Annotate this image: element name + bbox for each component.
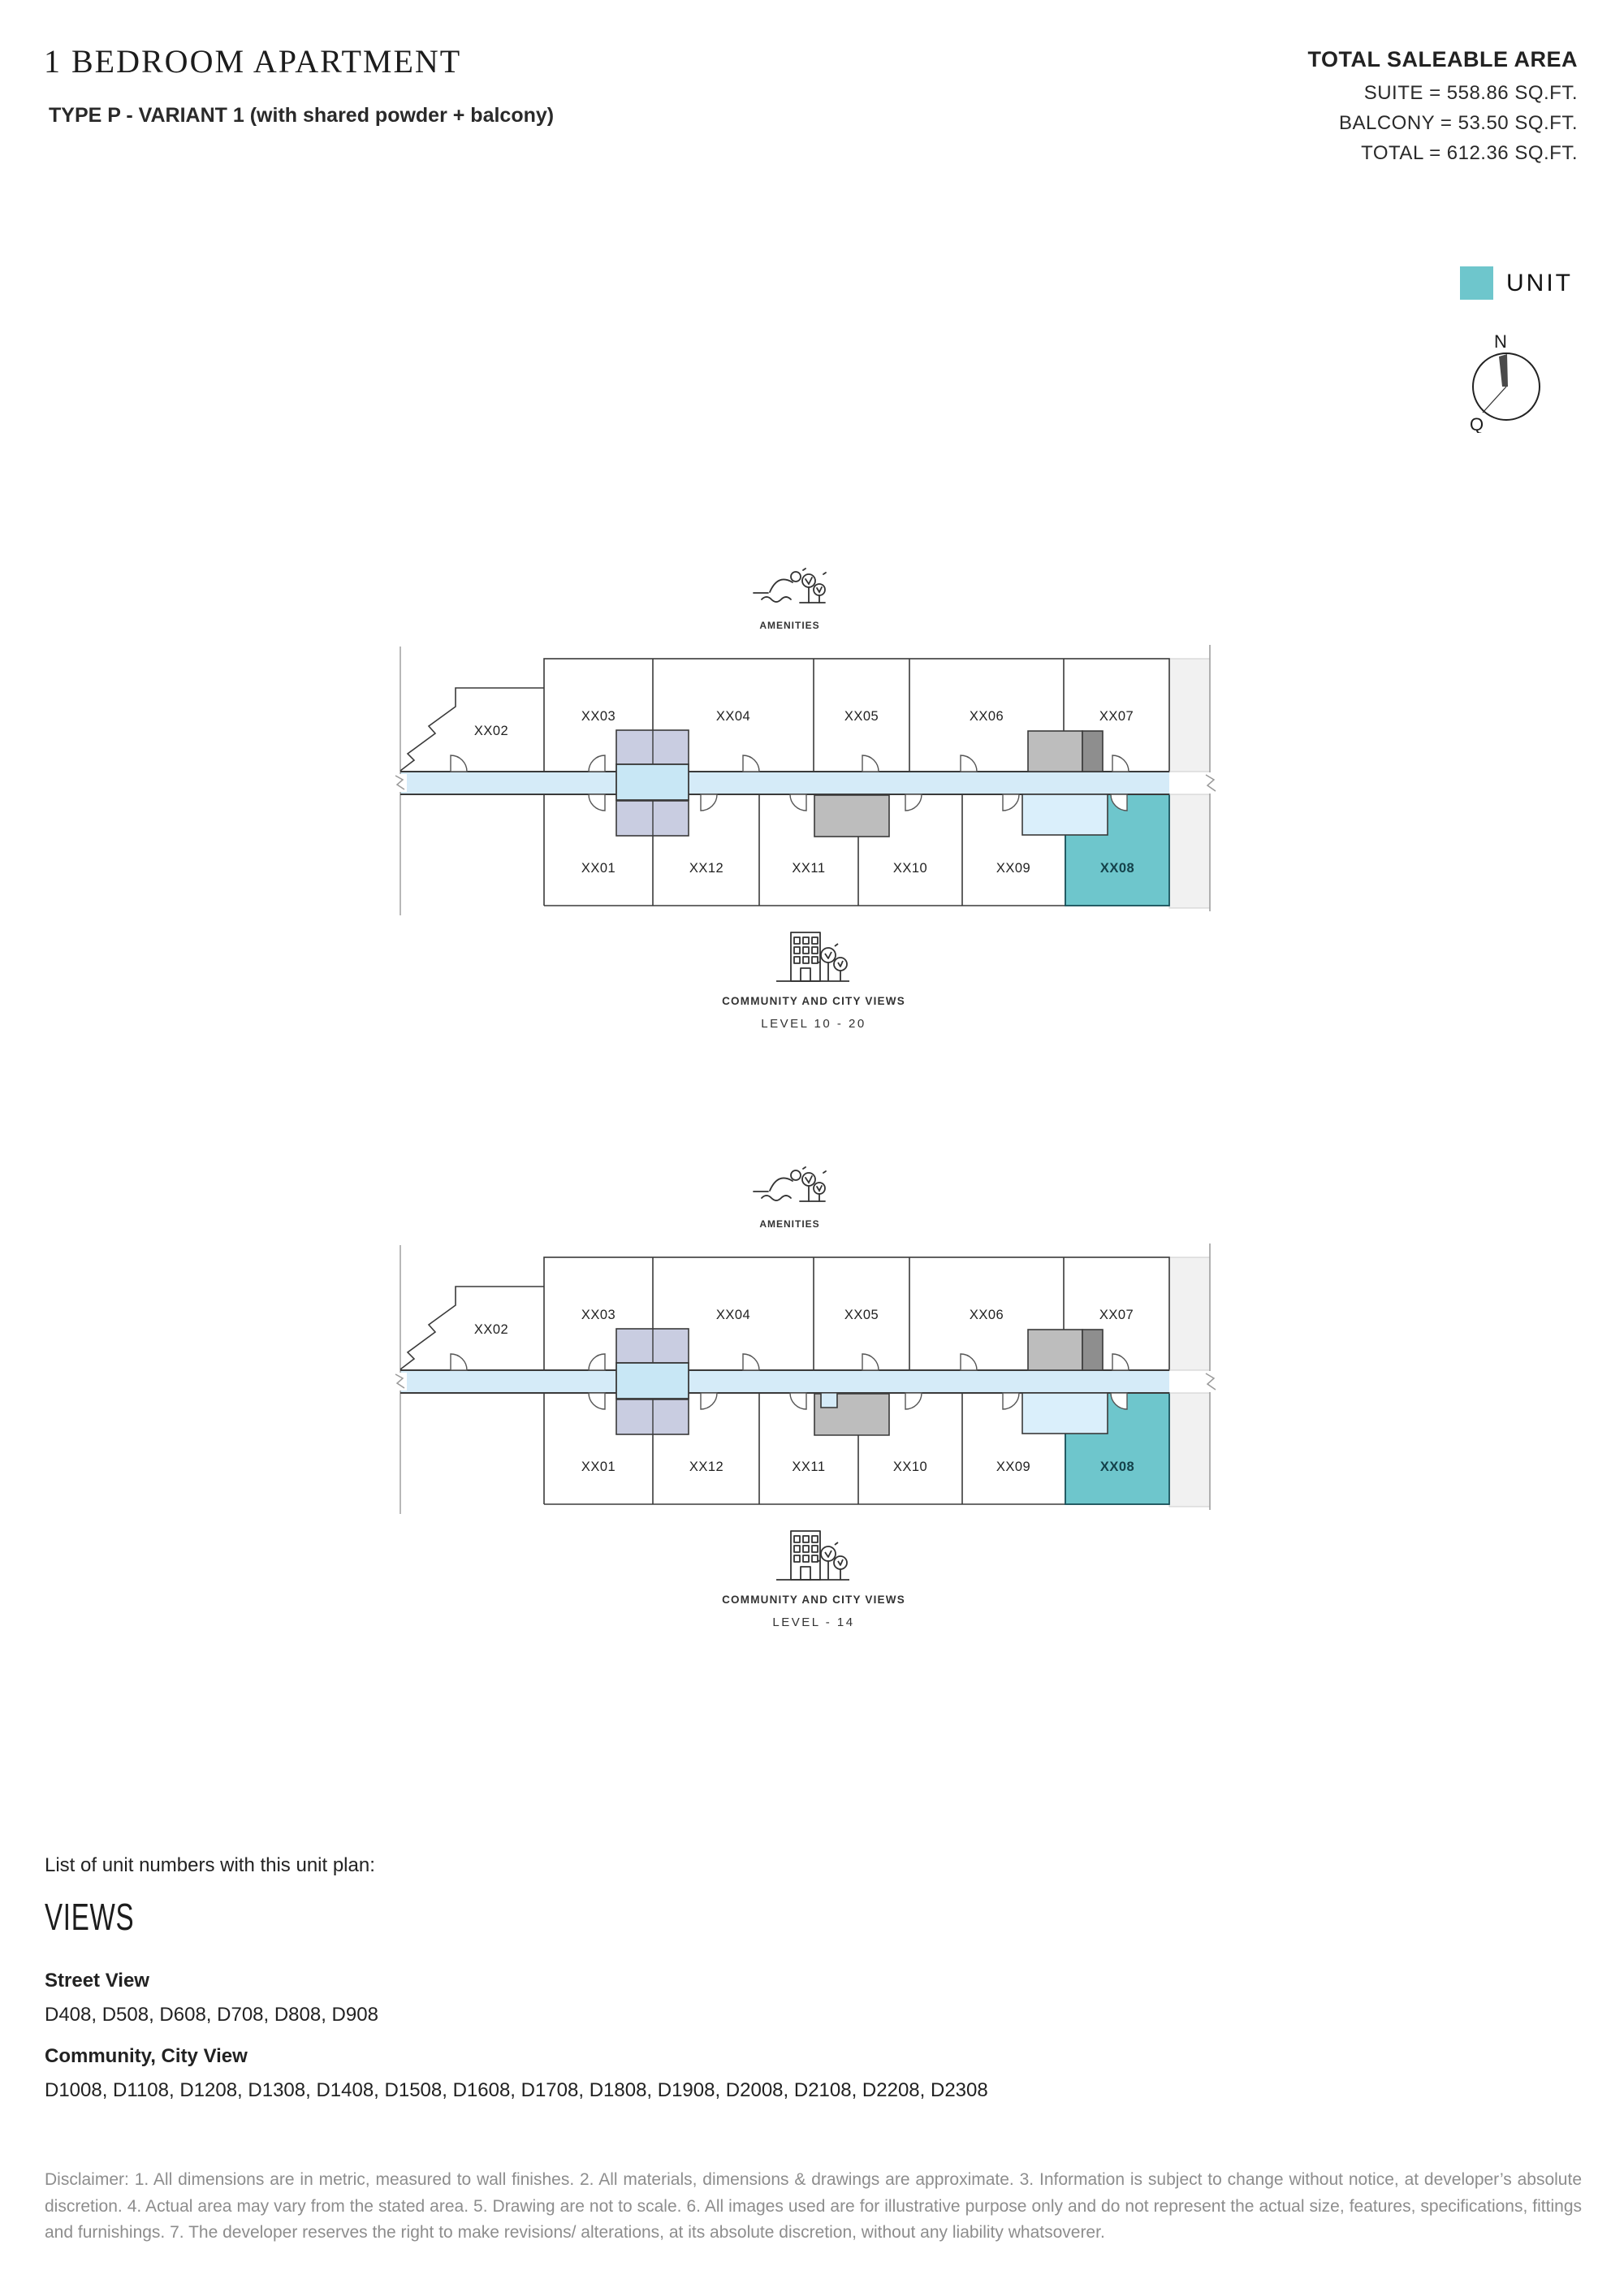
- unit-label-XX04: XX04: [715, 1308, 751, 1322]
- compass-icon: [1462, 331, 1555, 437]
- door-arc-bottom: [589, 1393, 605, 1409]
- core-center-block: [616, 1363, 689, 1399]
- door-arc-bottom: [1003, 1393, 1019, 1409]
- unit-label-XX07: XX07: [1099, 1308, 1134, 1322]
- unit-label-XX09: XX09: [996, 861, 1031, 876]
- unit-label-XX06: XX06: [969, 709, 1004, 724]
- area-total: TOTAL = 612.36 SQ.FT.: [1361, 142, 1578, 164]
- view-group-title: Community, City View: [45, 2045, 248, 2067]
- floor-plan-svg-1: [391, 635, 1220, 919]
- unit-label-XX06: XX06: [969, 1308, 1004, 1322]
- area-balcony: BALCONY = 53.50 SQ.FT.: [1338, 112, 1578, 134]
- corridor: [400, 1371, 1169, 1392]
- corridor: [400, 772, 1169, 794]
- stair-notch-corridor: [821, 1393, 837, 1408]
- unit-label-XX05: XX05: [844, 1308, 879, 1322]
- unit-label-XX04: XX04: [715, 709, 751, 724]
- unit-legend-label: UNIT: [1506, 269, 1573, 296]
- amenities-label: AMENITIES: [759, 620, 820, 631]
- amenities-icon: [751, 1159, 828, 1213]
- view-group-units: D1008, D1108, D1208, D1308, D1408, D1508, D1608, D1708, D1808, D1908, D2008, D2108, D2208, D2308: [45, 2079, 988, 2101]
- area-suite: SUITE = 558.86 SQ.FT.: [1363, 82, 1578, 104]
- stair-block: [814, 795, 889, 837]
- view-group-units: D408, D508, D608, D708, D808, D908: [45, 2004, 378, 2026]
- key-plan-level-10-20: [391, 560, 1220, 1064]
- door-arc-bottom: [701, 794, 717, 811]
- unit-label-XX01: XX01: [581, 861, 616, 876]
- unit-label-XX09: XX09: [996, 1460, 1031, 1474]
- plan-caption: [720, 1526, 907, 1629]
- caption-level: LEVEL 10 - 20: [761, 1017, 866, 1031]
- unit-label-XX08: XX08: [1099, 1460, 1135, 1474]
- side-strip-top: [1169, 1257, 1210, 1370]
- side-strip-top: [1169, 659, 1210, 772]
- unit-label-XX02: XX02: [473, 724, 509, 738]
- unit-label-XX12: XX12: [689, 1460, 724, 1474]
- plan-caption: [720, 928, 907, 1031]
- powder-room-block: [1022, 794, 1108, 835]
- door-arc-top: [451, 1354, 467, 1370]
- amenities-icon: [751, 560, 828, 614]
- compass-svg: [1462, 331, 1555, 433]
- unit-label-XX11: XX11: [792, 861, 826, 876]
- page-title: 1 BEDROOM APARTMENT: [44, 43, 462, 80]
- unit-label-XX05: XX05: [844, 709, 879, 724]
- view-group-title: Street View: [45, 1970, 149, 1992]
- caption-views: COMMUNITY AND CITY VIEWS: [722, 1594, 905, 1606]
- powder-room-block: [1022, 1393, 1108, 1434]
- door-arc-bottom: [905, 1393, 922, 1409]
- unit-color-swatch: [1460, 266, 1493, 300]
- key-plan-level-14: [391, 1159, 1220, 1663]
- page-subtitle: TYPE P - VARIANT 1 (with shared powder + balcony): [49, 104, 555, 127]
- amenities-label: AMENITIES: [759, 1218, 820, 1230]
- unit-label-XX07: XX07: [1099, 709, 1134, 724]
- unit-label-XX11: XX11: [792, 1460, 826, 1474]
- unit-outline-XX02: [400, 688, 544, 771]
- door-arc-bottom: [589, 794, 605, 811]
- compass-north-text: N: [1494, 331, 1507, 352]
- door-arc-bottom: [790, 1393, 806, 1409]
- caption-views: COMMUNITY AND CITY VIEWS: [722, 995, 905, 1007]
- unit-label-XX03: XX03: [581, 1308, 616, 1322]
- unit-label-XX02: XX02: [473, 1322, 509, 1337]
- elevator-block-dark: [1082, 1330, 1103, 1370]
- unit-label-XX03: XX03: [581, 709, 616, 724]
- saleable-area-block: [1307, 47, 1578, 172]
- unit-label-XX01: XX01: [581, 1460, 616, 1474]
- door-arc-bottom: [1003, 794, 1019, 811]
- views-heading: [45, 1895, 169, 1939]
- unit-label-XX08: XX08: [1099, 861, 1135, 876]
- unit-outline-XX02: [400, 1287, 544, 1369]
- door-arc-top: [451, 755, 467, 772]
- unit-legend: [1460, 266, 1573, 300]
- elevator-block-dark: [1082, 731, 1103, 772]
- amenities-block: [723, 560, 857, 631]
- community-city-icon: [773, 1526, 854, 1586]
- view-group-community: [45, 2045, 988, 2102]
- elevator-block-light: [1028, 731, 1082, 772]
- unit-list-intro: List of unit numbers with this unit plan:: [45, 1854, 375, 1876]
- unit-label-XX12: XX12: [689, 861, 724, 876]
- door-arc-bottom: [905, 794, 922, 811]
- unit-label-XX10: XX10: [892, 1460, 928, 1474]
- floor-plan-svg-2: [391, 1234, 1220, 1518]
- amenities-block: [723, 1159, 857, 1230]
- elevator-block-light: [1028, 1330, 1082, 1370]
- side-strip-bottom: [1169, 794, 1210, 908]
- caption-level: LEVEL - 14: [772, 1615, 855, 1629]
- side-strip-bottom: [1169, 1393, 1210, 1507]
- compass-q-text: Q: [1470, 414, 1484, 433]
- unit-label-XX10: XX10: [892, 861, 928, 876]
- community-city-icon: [773, 928, 854, 988]
- core-center-block: [616, 764, 689, 800]
- door-arc-bottom: [701, 1393, 717, 1409]
- door-arc-bottom: [790, 794, 806, 811]
- area-heading: TOTAL SALEABLE AREA: [1307, 47, 1578, 71]
- view-group-street: [45, 1970, 378, 2026]
- disclaimer-text: Disclaimer: 1. All dimensions are in metric, measured to wall finishes. 2. All materials, dimensions & drawings are approximate. 3. Information is subject to change without notice, at developer’s absolute discretion. 4. Actual area may vary from the stated area. 5. Drawing are not to scale. 6. All images used are for illustrative purpose only and do not represent the actual size, features, specifications, fittings and furnishings. 7. The developer reserves the right to make revisions/ alterations, at its absolute discretion, without any liability whatsoverer.: [45, 2170, 1582, 2243]
- views-heading-text: VIEWS: [45, 1896, 135, 1938]
